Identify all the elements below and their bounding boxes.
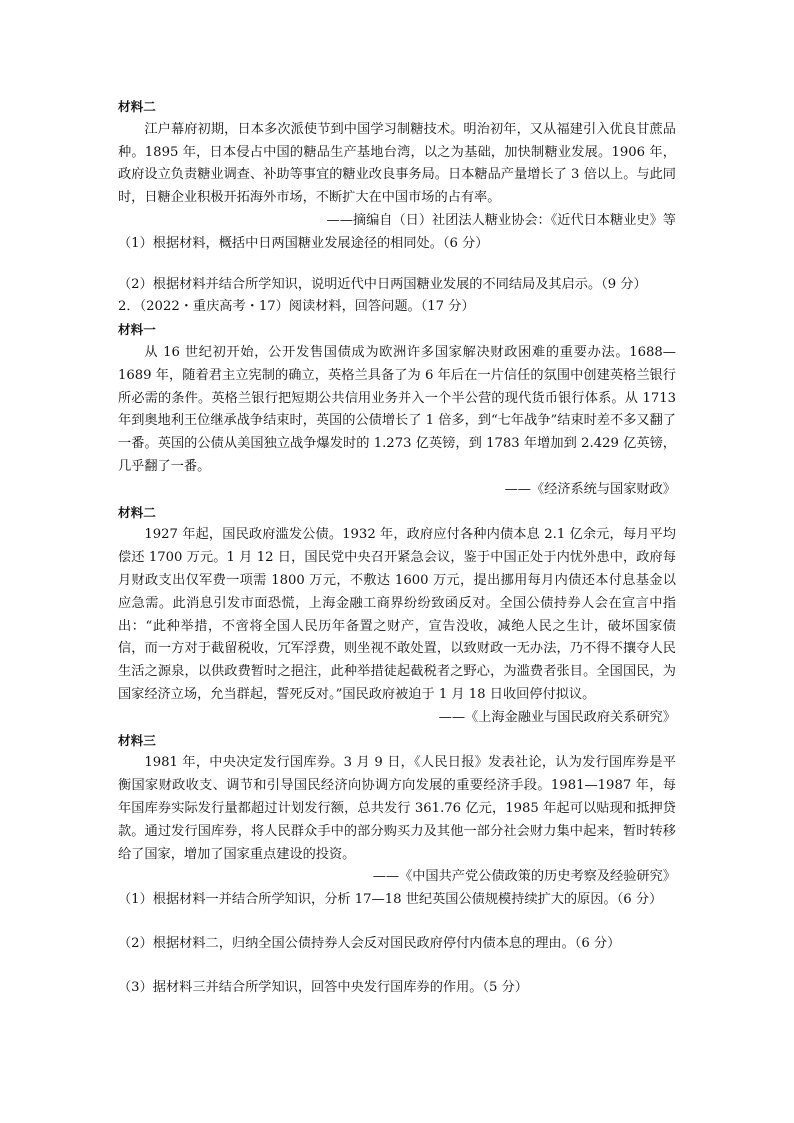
material-body: 江户幕府初期，日本多次派使节到中国学习制糖技术。明治初年，又从福建引入优良甘蔗品种。1895 年，日本侵占中国的糖品生产基地台湾，以之为基础，加快制糖业发展。1906 年，政府设立负责糖业调查、补助等事宜的糖业改良事务局。日本糖品产量增长了 3 倍以上。与此同时，日糖企业积极开拓海外市场，不断扩大在中国市场的占有率。 (118, 121, 676, 206)
material-heading: 材料二 (118, 504, 156, 520)
question-item: （2）根据材料二，归纳全国公债持券人会反对国民政府停付内债本息的理由。（6 分） (118, 935, 621, 951)
material-source: ——《经济系统与国家财政》 (504, 481, 676, 497)
material-source: ——摘编自（日）社团法人糖业协会：《近代日本糖业史》等 (326, 212, 676, 228)
question-item: （2）根据材料并结合所学知识，说明近代中日两国糖业发展的不同结局及其启示。（9 分） (118, 276, 647, 292)
material-body: 1927 年起，国民政府滥发公债。1932 年，政府应付各种内债本息 2.1 亿余元，每月平均偿还 1700 万元。1 月 12 日，国民党中央召开紧急会议，鉴于中国正处于内忧外患中，政府每月财政支出仅军费一项需 1800 万元，不敷达 1600 万元，提出挪用每月内债还本付息基金以应急需。此消息引发市面恐慌，上海金融工商界纷纷致函反对。全国公债持券人会在宣言中指出：“此种举措，不啻将全国人民历年备置之财产，宣告没收，减绝人民之生计，破坏国家债信，而一方对于截留税收，冗军浮费，则坐视不敢处置，以致财政一无办法，乃不得不攘夺人民生活之源泉，以供政费暂时之挹注，此种举措徒起截税者之野心，为滥费者张目。全国国民，为国家经济立场，允当群起，誓死反对。”国民政府被迫于 1 月 18 日收回停付拟议。 (118, 527, 676, 702)
material-heading: 材料二 (118, 99, 156, 114)
document-page (118, 96, 676, 999)
material-heading: 材料三 (118, 732, 156, 748)
material-source: ——《中国共产党公债政策的历史考察及经验研究》 (372, 869, 676, 885)
material-heading: 材料一 (118, 322, 156, 338)
material-body: 从 16 世纪初开始，公开发售国债成为欧洲许多国家解决财政困难的重要办法。1688—1689 年，随着君主立宪制的确立，英格兰具备了为 6 年后在一片信任的氛围中创建英格兰银行所必需的条件。英格兰银行把短期公共信用业务并入一个半公营的现代货币银行体系。从 1713 年到奥地利王位继承战争结束时，英国的公债增长了 1 倍多，到“七年战争”结束时差不多又翻了一番。英国的公债从美国独立战争爆发时的 1.273 亿英镑，到 1783 年增加到 2.429 亿英镑，几乎翻了一番。 (118, 344, 676, 474)
question-item: （3）据材料三并结合所学知识，回答中央发行国库券的作用。（5 分） (118, 979, 528, 995)
material-source: ——《上海金融业与国民政府关系研究》 (438, 709, 676, 725)
question-item: （1）根据材料一并结合所学知识，分析 17—18 世纪英国公债规模持续扩大的原因。（6 分） (118, 892, 663, 908)
question-item: （1）根据材料，概括中日两国糖业发展途径的相同处。（6 分） (118, 235, 489, 251)
question-title: 2．（2022・重庆高考・17）阅读材料，回答问题。（17 分） (118, 299, 475, 315)
material-body: 1981 年，中央决定发行国库券。3 月 9 日，《人民日报》发表社论，认为发行国库券是平衡国家财政收支、调节和引导国民经济向协调方向发展的重要经济手段。1981—1987 年，每年国库券实际发行量都超过计划发行额，总共发行 361.76 亿元，1985 年起可以贴现和抵押贷款。通过发行国库券，将人民群众手中的部分购买力及其他一部分社会财力集中起来，暂时转移给了国家，增加了国家重点建设的投资。 (118, 755, 676, 862)
